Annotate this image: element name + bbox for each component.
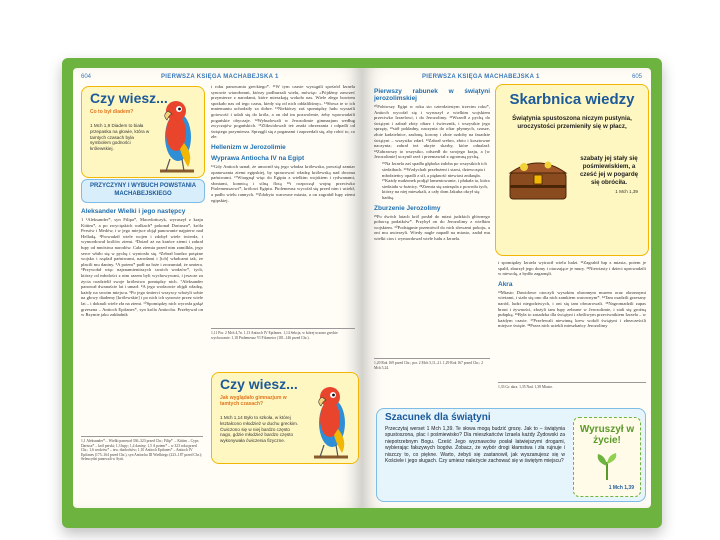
treasure-of-knowledge-box [495,84,649,256]
section-header-box [81,179,205,203]
respect-text: Przeczytaj werset 1 Mch 1,39. Te słowa mogą budzić grozę. Jak to – świątynia spustoszona, plac i pośmiewisko? Dla mieszkańców Izraela każdy Żydowski za niepotrzebnym Bogu. Cześć Jego wyznawców posłał łatwiejszymi drogami, wybierając fałszywych bogów. Zobacz, że wybór drogi kłamstwa i zła rujnuje i niszczy to, co piękne. Warto, żebyś się zastanowił, jak wyszanujesz się w Kościele i jego sługach. Czy umiesz należycie zachować się w świętym miejscu? [385,426,565,465]
subheading-hellenism: Hellenizm w Jerozolimie [211,143,286,151]
footnotes-right-2: 1,33 Gr. akra. 1,35 Nad. 1,38 Miasto. [498,382,646,405]
treasure-quote-2: szabaty jej stały się pośmiewiskiem, a cześć jej w pogardę się obróciła. [579,155,639,186]
treasure-chest-icon [504,153,572,201]
scripture-text: ²⁰Pobiwszy Egipt w roku sto czterdziestym trzecim roku*, Antioch wycofał się i wyruszył z wielkim wojskiem przeciwko Izraelowi, i do Jerozolimy. ²¹Wszedł z pychą do świątyni i zabrał złoty ołtarz i świecznik, i wszystkie jego sprzęty, ²²stół pokładny, naczynia do ofiar płynnych, czasze, złote kadzielnice, zasłonę, korony i złote ozdoby na fasadzie świątyni – wszystko zdarł. ²³Zabrał srebro, złoto i kosztowne naczynia; zabrał też ukryte skarby, które odnalazł. ²⁴Zabrawszy to wszystko, odszedł do swojego kraju, a [w Jerozolimie] uczynił rzeź i przemawiał z ogromną pychą. [374,104,490,160]
running-title-left: PIERWSZA KSIĘGA MACHABEJSKA 1 [161,74,279,80]
treasure-title: Skarbnica wiedzy [509,91,635,108]
subheading-alexander: Aleksander Wielki i jego następcy [81,208,186,215]
scripture-poem: ²⁵Na Izraela zaś spadła głęboka żałoba po wszystkich ich siedzibach. ²⁶Wzdychali przełożeni i starsi, dziewczęta i młodzieńcy opadli z sił, a piękność niewiast zniknęła. ²⁷Każdy małżonek podjął lamentowanie, i płakała ta, która siedziała w łożnicy. ²⁸Ziemia się zatrzęsła z powodu tych, którzy na niej mieszkali, a cały dom Jakuba okrył się hańbą. [382,161,490,200]
scripture-text: ³³Miasto Dawidowe otoczyli wysokim obronnym murem oraz obronnymi wieżami, i stało się ono dla nich zamkiem warownym*. ³⁴Tam osadzili grzeszny naród, ludzi niegodziwych, i oni się tam obwarowali. ³⁵Nagromadzili zapas broni i żywności, złożyli tam łupy zebrane w Jerozolimie, i stali się groźną pułapką. ³⁶Była to zasadzka dla świątyni i złośliwym przeciwnikiem Izraela – w każdym czasie. ³⁷Przelewali niewinną krew wokół świątyni i zbezcześcili miejsce święte. ³⁸Przez nich uciekli mieszkańcy Jerozolimy [498,289,646,329]
respect-title: Szacunek dla świątyni [385,412,491,423]
callout-question: Co to był diadem? [90,109,134,115]
respect-for-temple-box [376,408,646,502]
left-page [73,68,362,508]
subheading-jerusalem-destruction: Zburzenie Jerozolimy [374,204,441,212]
footnotes-left-1: 1,1 Aleksander*... Wielki panował 336–323 przed Chr.; Filip* ... Kittim – Cypr; Dariusz* – król perski; 1,3 łupy; 1,4 daniny; 1,5 A potem* – w 323 roku przed Chr.; 1,6 wodzów* – tzw. diadochów; 1,10 Antioch Epifanes* – Antioch IV Epifanes (175–164 przed Chr.), syn Antiocha III Wielkiego (223–187 przed Chr.); Seleucydzi panowali w Syrii. [81,436,203,503]
page-number-right: 605 [632,74,643,80]
right-column-2 [498,260,646,378]
callout-question: Jak wyglądało gimnazjum w tamtych czasach? [220,395,287,407]
running-title-right: PIERWSZA KSIĘGA MACHABEJSKA 1 [422,74,540,80]
footnotes-left-2: 1,11 Por. 2 Mch 4,7n. 1,13 Antioch IV Epifanes. 1,14 Sekcja, w której uczono greckie wychowanie. 1,18 Ptolemeusz VI Filometor (181–146 przed Chr.). [211,328,355,371]
subheading-egypt: Wyprawa Antiocha IV na Egipt [211,154,305,162]
right-column-1 [374,84,490,354]
left-column-1 [81,204,203,430]
page-number-left: 604 [81,74,92,80]
badge-reference: 1 Mch 1,39 [608,485,634,491]
did-you-know-callout-2 [211,372,359,464]
section-header-text: PRZYCZYNY I WYBUCH POWSTANIA MACHABEJSKIEGO [89,183,197,197]
footnotes-right-1: 1,20 Rok 169 przed Chr.; por. 2 Mch 5,11–21. 1,29 Rok 167 przed Chr.; 2 Mch 5,24. [374,358,490,401]
parrot-icon [308,379,354,459]
treasure-quote: Świątynia spustoszona niczym pustynia, uroczystości przemieniły się w płacz, [512,115,632,130]
callout-answer: 1 Mch 1,9 Diadem to biała przepaska na głowie, która w tamtych czasach była symbolem godności królewskiej. [90,123,150,152]
scripture-text: i roku panowania greckiego*. ¹¹W tym czasie wystąpili spośród Izraela synowie wiarołomni, którzy podburzali wielu, mówiąc: «Pójdźmy zawrzeć przymierze z narodami, które mieszkają wokoło nas. Wiele złego bowiem spotkało nas od tego czasu, kiedy się od nich oddaliliśmy». ¹²Słowa te w ich mniemaniu uchodziły za dobre. ¹³Niektórzy zaś spomiędzy ludu wyrazili gotowość i udali się do króla, a on dał im pozwolenie, żeby wprowadzili pogańskie obyczaje. ¹⁴Wybudowali w Jerozolimie gimnazjum według zwyczajów pogańskich. ¹⁵Zlikwidowali też znaki obrzezania i odpadli od świętego przymierza. Sprzęgli się z poganami i zaprzedali się, aby robić to, co złe. [211,84,355,140]
badge-title: Wyruszył w życie! [579,424,635,446]
treasure-reference: 1 Mch 1,39 [615,189,638,194]
left-column-2 [211,84,355,324]
callout-answer: 1 Mch 1,14 Było to szkoła, w której kształcono młodzież w duchu greckim. Ćwiczono się w niej bardzo często nago, gdzie młodzież bardzo często wykonywała ćwiczenia fizyczne. [220,415,299,444]
scripture-text: ²⁹Po dwóch latach król posłał do miast judzkich głównego poborcę podatków*. Przybył on do Jerozolimy z wielkim wojskiem. ³⁰Podstępnie przemówił do nich słowami pokoju, a oni mu uwierzyli. Wtedy nagle napadł na miasto, zadał mu wielki cios i wymordował wiele ludu z Izraela. [374,213,490,241]
right-page [362,68,651,508]
subheading-akra: Akra [498,280,513,288]
applied-in-life-badge [573,417,641,497]
did-you-know-callout-1 [81,86,205,178]
parrot-icon [154,93,200,173]
subheading-temple-robbery: Pierwszy rabunek w świątyni jerozolimskiej [374,88,490,102]
scripture-text: ¹⁶Gdy Antioch uznał, że umocnił się jego władza królewska, powziął zamiar opanowania ziemi egipskiej, by sprawować władzę królewską nad dwoma państwami. ¹⁷Wtargnął więc do Egiptu z wielkim wojskiem i rydwanami, słoniami, konnicą i silną flotą ¹⁸i rozpoczął wojnę przeciwko Ptolemeuszowi*, królowi Egiptu. Ptolemeusz wycofał się przed nim i uciekł, a padło wielu rannych. ¹⁹Zdobyto warowne miasta, a on zagrabił łupy ziemi egipskiej. [211,163,355,203]
callout-title: Czy wiesz... [90,90,168,106]
scripture-text: 1 ¹Aleksander*, syn Filipa*, Macedończyk, wyruszył z kraju Kittim*, a po zwycięskich walkach* pokonał Dariusza*, króla Persów i Medów, i w jego miejsce objął panowanie najpierw nad Helladą. ²Prowadził wiele wojen i zdobył wiele twierdz, i wymordował królów ziemi. ³Dotarł aż na krańce ziemi i zabrał łupy od mnóstwa narodów. Cała ziemia przed nim zamilkła, jego serce wbiło się w pychę i wyniosło się. ⁴Zebrał bardzo potężne wojsko i rządził państwami, narodami i [ich] władcami tak, że płacili mu daniny. ⁵A potem* padł na łoże i zrozumiał, że umiera. ⁶Przywołał więc najznamienitszych swoich wodzów*, tych, którzy od młodości z nim razem byli wychowywani, i jeszcze za życia rozdzielił swoje królestwo pomiędzy nich. ⁷Aleksander panował dwanaście lat i umarł. ⁸A jego wodzowie objęli władzę, każdy na swoim miejscu. ⁹Po jego śmierci wszyscy włożyli sobie na głowy diademy [królewskie] i po nich ich synowie przez wiele lat – i doknali wiele zła na ziemi. ¹⁰Spomiędzy nich wyrosła gałąź grzeszna – Antioch Epifanes*, syn króla Antiocha. Przebywał on w Rzymie jako zakładnik [81,217,203,318]
plant-icon [594,452,620,480]
scripture-text: i spomiędzy Izraela wytracił wielu ludzi. ³¹Zagrabił łup z miasta, potem je spalił, zburzył jego domy i otaczające je mury. ³²Niewiasty i dzieci uprowadzili w niewolę, a bydło zagarnęli. [498,260,646,277]
callout-title: Czy wiesz... [220,376,298,392]
